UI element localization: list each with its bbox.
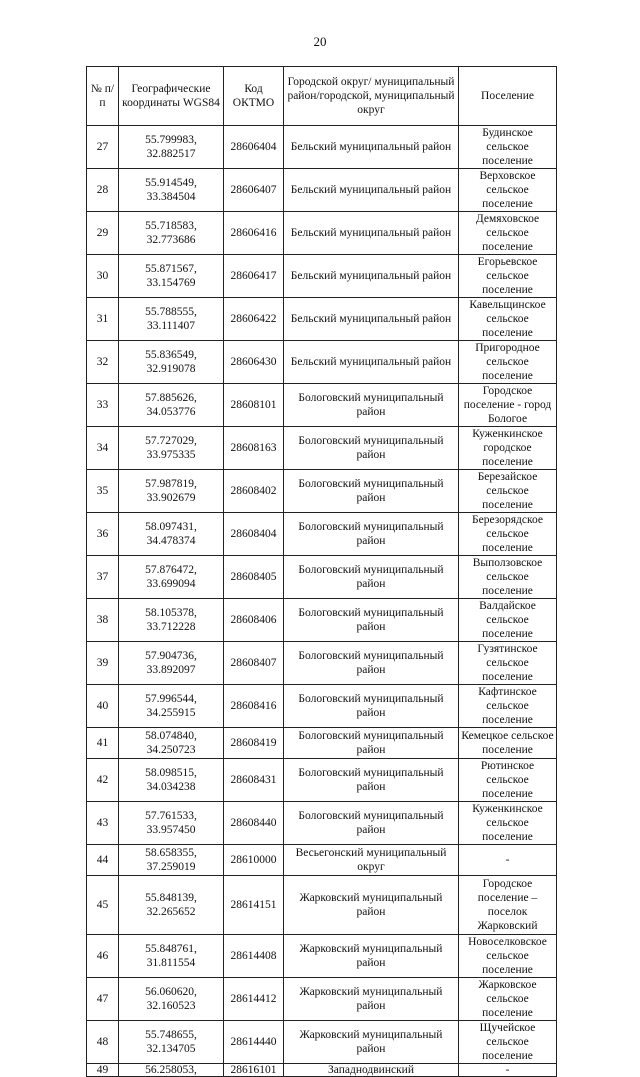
row-coordinates (119, 255, 224, 298)
table-row (87, 384, 557, 427)
row-district: Бельский муниципальный район (284, 255, 459, 298)
table-row (87, 845, 557, 876)
row-district: Бологовский муниципальный район (284, 685, 459, 728)
row-number: 27 (87, 126, 119, 169)
table-row (87, 1021, 557, 1064)
longitude: 33.699094 (146, 578, 196, 590)
row-district: Бологовский муниципальный район (284, 599, 459, 642)
row-district: Бологовский муниципальный район (284, 759, 459, 802)
row-district: Жарковский муниципальный район (284, 978, 459, 1021)
row-oktmo-code: 28608402 (224, 470, 284, 513)
row-oktmo-code: 28608416 (224, 685, 284, 728)
row-coordinates (119, 642, 224, 685)
row-number: 30 (87, 255, 119, 298)
row-settlement: Рютинское сельское поселение (459, 759, 557, 802)
row-coordinates (119, 298, 224, 341)
row-number: 45 (87, 876, 119, 935)
latitude: 58.074840, (145, 730, 197, 742)
longitude: 33.384504 (146, 191, 196, 203)
latitude: 57.727029, (145, 435, 197, 447)
page-number: 20 (313, 34, 327, 49)
row-coordinates (119, 384, 224, 427)
table-row (87, 470, 557, 513)
row-oktmo-code: 28606404 (224, 126, 284, 169)
row-oktmo-code: 28606407 (224, 169, 284, 212)
row-district: Бельский муниципальный район (284, 126, 459, 169)
latitude: 55.788555, (145, 306, 197, 318)
longitude: 33.975335 (146, 449, 196, 461)
latitude: 58.105378, (145, 607, 197, 619)
row-district: Бологовский муниципальный район (284, 427, 459, 470)
row-settlement: Городское поселение - город Бологое (459, 384, 557, 427)
row-district: Бологовский муниципальный район (284, 728, 459, 759)
table-row (87, 513, 557, 556)
row-number: 33 (87, 384, 119, 427)
row-number: 41 (87, 728, 119, 759)
row-coordinates (119, 126, 224, 169)
row-number: 36 (87, 513, 119, 556)
row-settlement: Кафтинское сельское поселение (459, 685, 557, 728)
longitude: 33.902679 (146, 492, 196, 504)
row-oktmo-code: 28606416 (224, 212, 284, 255)
row-settlement: Гузятинское сельское поселение (459, 642, 557, 685)
row-coordinates (119, 341, 224, 384)
latitude: 57.987819, (145, 478, 197, 490)
table-row (87, 212, 557, 255)
row-oktmo-code: 28608101 (224, 384, 284, 427)
table-row (87, 759, 557, 802)
row-district: Бологовский муниципальный район (284, 384, 459, 427)
table-row (87, 685, 557, 728)
row-district: Жарковский муниципальный район (284, 935, 459, 978)
table-row (87, 935, 557, 978)
row-coordinates (119, 978, 224, 1021)
row-settlement: Валдайское сельское поселение (459, 599, 557, 642)
longitude: 34.250723 (146, 744, 196, 756)
longitude: 33.154769 (146, 277, 196, 289)
row-settlement: Куженкинское сельское поселение (459, 802, 557, 845)
row-district: Бельский муниципальный район (284, 169, 459, 212)
longitude: 33.111407 (146, 320, 196, 332)
longitude: 33.892097 (146, 664, 196, 676)
row-settlement: Кавельщинское сельское поселение (459, 298, 557, 341)
row-oktmo-code: 28614151 (224, 876, 284, 935)
table-row (87, 599, 557, 642)
row-number: 38 (87, 599, 119, 642)
row-district: Бологовский муниципальный район (284, 556, 459, 599)
row-oktmo-code: 28606417 (224, 255, 284, 298)
row-coordinates (119, 513, 224, 556)
latitude: 57.885626, (145, 392, 197, 404)
row-oktmo-code: 28608404 (224, 513, 284, 556)
row-number: 35 (87, 470, 119, 513)
row-number: 37 (87, 556, 119, 599)
row-coordinates (119, 935, 224, 978)
row-settlement: Пригородное сельское поселение (459, 341, 557, 384)
longitude: 32.134705 (146, 1043, 196, 1055)
table-body (87, 126, 557, 1077)
longitude: 34.478374 (146, 535, 196, 547)
table-row (87, 255, 557, 298)
longitude: 32.160523 (146, 1000, 196, 1012)
row-coordinates (119, 556, 224, 599)
longitude: 33.957450 (146, 824, 196, 836)
latitude: 57.761533, (145, 810, 197, 822)
longitude: 34.053776 (146, 406, 196, 418)
table-header-row (87, 67, 557, 126)
table-row (87, 876, 557, 935)
row-number: 43 (87, 802, 119, 845)
row-district: Бельский муниципальный район (284, 341, 459, 384)
row-coordinates (119, 802, 224, 845)
row-settlement: Щучейское сельское поселение (459, 1021, 557, 1064)
row-settlement: Новоселковское сельское поселение (459, 935, 557, 978)
row-settlement: Выползовское сельское поселение (459, 556, 557, 599)
table-row (87, 556, 557, 599)
table-row (87, 298, 557, 341)
row-number: 29 (87, 212, 119, 255)
row-coordinates (119, 685, 224, 728)
row-district: Жарковский муниципальный район (284, 876, 459, 935)
row-number: 34 (87, 427, 119, 470)
latitude: 55.914549, (145, 177, 197, 189)
latitude: 57.996544, (145, 693, 197, 705)
row-oktmo-code: 28608163 (224, 427, 284, 470)
row-oktmo-code: 28614440 (224, 1021, 284, 1064)
row-district: Бологовский муниципальный район (284, 802, 459, 845)
latitude: 55.848139, (145, 892, 197, 904)
row-coordinates (119, 728, 224, 759)
row-settlement: Городское поселение – поселок Жарковский (459, 876, 557, 935)
header-coordinates: Географические координаты WGS84 (119, 67, 224, 126)
row-settlement: Демяховское сельское поселение (459, 212, 557, 255)
row-district: Западнодвинский (284, 1064, 459, 1077)
table-row (87, 341, 557, 384)
header-settlement: Поселение (459, 67, 557, 126)
row-district: Бельский муниципальный район (284, 298, 459, 341)
row-number: 40 (87, 685, 119, 728)
row-coordinates (119, 845, 224, 876)
table-row (87, 642, 557, 685)
row-coordinates (119, 1021, 224, 1064)
longitude: 31.811554 (146, 957, 196, 969)
row-coordinates (119, 169, 224, 212)
row-coordinates (119, 470, 224, 513)
row-number: 48 (87, 1021, 119, 1064)
row-settlement: - (459, 845, 557, 876)
header-district: Городской округ/ муниципальный район/городской, муниципальный округ (284, 67, 459, 126)
row-number: 32 (87, 341, 119, 384)
row-number: 46 (87, 935, 119, 978)
row-coordinates (119, 759, 224, 802)
longitude: 32.919078 (146, 363, 196, 375)
row-oktmo-code: 28608431 (224, 759, 284, 802)
settlements-table (86, 66, 557, 1077)
latitude: 55.748655, (145, 1029, 197, 1041)
row-oktmo-code: 28608405 (224, 556, 284, 599)
row-settlement: Кемецкое сельское поселение (459, 728, 557, 759)
row-number: 47 (87, 978, 119, 1021)
row-coordinates (119, 427, 224, 470)
row-oktmo-code: 28608406 (224, 599, 284, 642)
row-number: 28 (87, 169, 119, 212)
table-row (87, 126, 557, 169)
row-oktmo-code: 28606430 (224, 341, 284, 384)
row-settlement: Куженкинское городское поселение (459, 427, 557, 470)
row-number: 39 (87, 642, 119, 685)
row-oktmo-code: 28614412 (224, 978, 284, 1021)
row-settlement: Березайское сельское поселение (459, 470, 557, 513)
row-oktmo-code: 28606422 (224, 298, 284, 341)
row-settlement: Егорьевское сельское поселение (459, 255, 557, 298)
row-oktmo-code: 28608419 (224, 728, 284, 759)
table-row (87, 1064, 557, 1077)
table-row (87, 169, 557, 212)
row-coordinates (119, 876, 224, 935)
row-oktmo-code: 28616101 (224, 1064, 284, 1077)
header-number: № п/п (87, 67, 119, 126)
latitude: 57.876472, (145, 564, 197, 576)
table-row (87, 978, 557, 1021)
row-district: Бологовский муниципальный район (284, 513, 459, 556)
row-settlement: Будинское сельское поселение (459, 126, 557, 169)
latitude: 55.799983, (145, 134, 197, 146)
row-coordinates (119, 212, 224, 255)
latitude: 55.836549, (145, 349, 197, 361)
row-settlement: Жарковское сельское поселение (459, 978, 557, 1021)
table-row (87, 728, 557, 759)
latitude: 55.718583, (145, 220, 197, 232)
row-settlement: Березорядское сельское поселение (459, 513, 557, 556)
row-number: 49 (87, 1064, 119, 1077)
row-settlement: - (459, 1064, 557, 1077)
table-row (87, 427, 557, 470)
longitude: 32.882517 (146, 148, 196, 160)
row-district: Бологовский муниципальный район (284, 642, 459, 685)
row-oktmo-code: 28610000 (224, 845, 284, 876)
latitude: 56.258053, (145, 1064, 197, 1076)
latitude: 56.060620, (145, 986, 197, 998)
row-district: Бологовский муниципальный район (284, 470, 459, 513)
table-row (87, 802, 557, 845)
latitude: 58.658355, (145, 847, 197, 859)
row-oktmo-code: 28608407 (224, 642, 284, 685)
longitude: 32.265652 (146, 906, 196, 918)
row-coordinates (119, 599, 224, 642)
header-oktmo: Код ОКТМО (224, 67, 284, 126)
row-number: 42 (87, 759, 119, 802)
row-oktmo-code: 28608440 (224, 802, 284, 845)
row-coordinates (119, 1064, 224, 1077)
latitude: 57.904736, (145, 650, 197, 662)
row-district: Бельский муниципальный район (284, 212, 459, 255)
longitude: 33.712228 (146, 621, 196, 633)
latitude: 58.098515, (145, 767, 197, 779)
row-district: Жарковский муниципальный район (284, 1021, 459, 1064)
latitude: 55.848761, (145, 943, 197, 955)
longitude: 34.255915 (146, 707, 196, 719)
longitude: 37.259019 (146, 861, 196, 873)
longitude: 34.034238 (146, 781, 196, 793)
row-oktmo-code: 28614408 (224, 935, 284, 978)
row-number: 31 (87, 298, 119, 341)
latitude: 55.871567, (145, 263, 197, 275)
row-settlement: Верховское сельское поселение (459, 169, 557, 212)
row-number: 44 (87, 845, 119, 876)
latitude: 58.097431, (145, 521, 197, 533)
row-district: Весьегонский муниципальный округ (284, 845, 459, 876)
longitude: 32.773686 (146, 234, 196, 246)
